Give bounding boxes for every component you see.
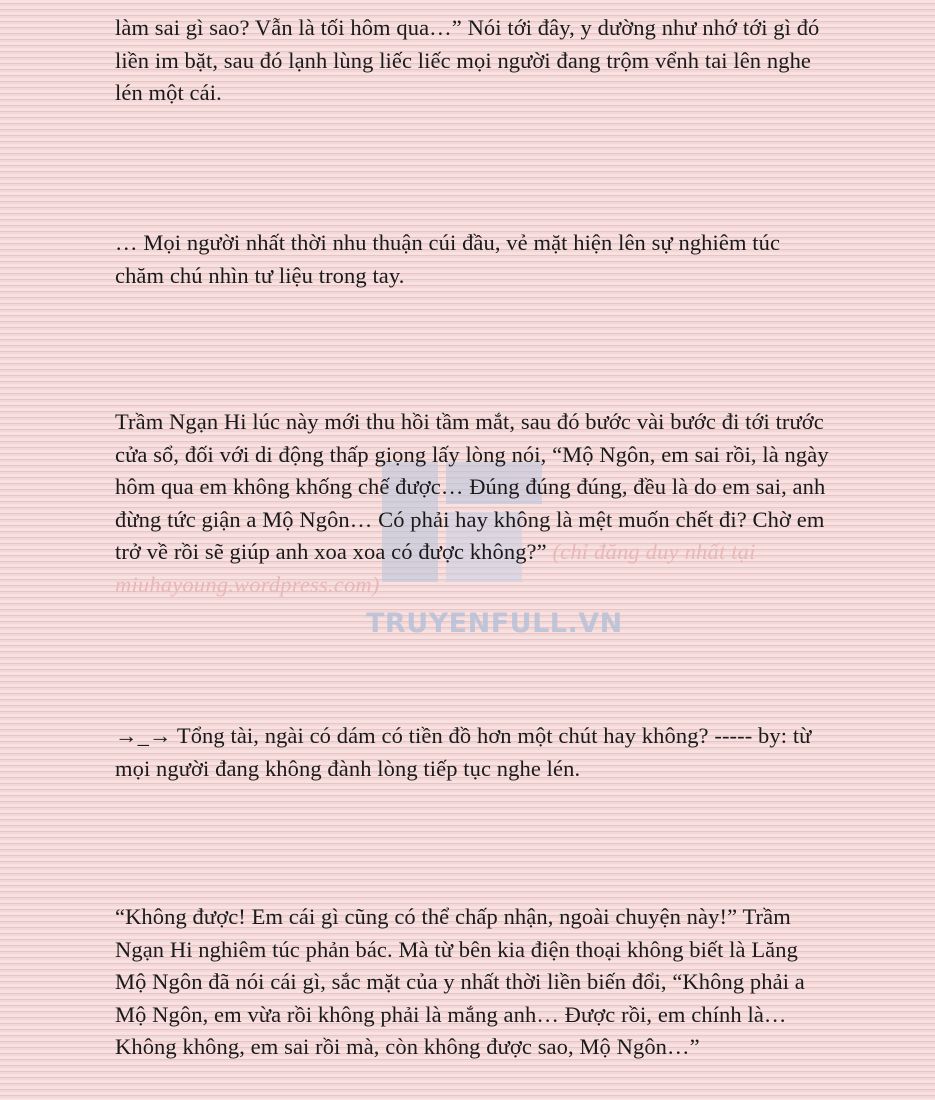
paragraph-3-text: Trầm Ngạn Hi lúc này mới thu hồi tầm mắt, sau đó bước vài bước đi tới trước cửa sổ, đối với di động thấp giọng lấy lòng nói, “Mộ Ngôn, em sai rồi, là ngày hôm qua em không khống chế được… Đúng đúng đúng, đều là do em sai, anh đừng tức giận a Mộ Ngôn… Có phải hay không là mệt muốn chết đi? Chờ em trở về rồi sẽ giúp anh xoa xoa có được không?” (115, 409, 829, 564)
paragraph-1: làm sai gì sao? Vẫn là tối hôm qua…” Nói tới đây, y dường như nhớ tới gì đó liền im bặt, sau đó lạnh lùng liếc liếc mọi người đang trộm vểnh tai lên nghe lén một cái. (115, 15, 820, 105)
paragraph-3 (115, 406, 830, 601)
paragraph-4: →_→ Tổng tài, ngài có dám có tiền đồ hơn một chút hay không? ----- by: từ mọi người đang không đành lòng tiếp tục nghe lén. (115, 723, 812, 781)
site-watermark-text: TRUYENFULL.VN (366, 608, 623, 639)
inline-watermark: (chỉ đăng duy nhất tại miuhayoung.wordpress.com) (115, 539, 756, 597)
paragraph-2: … Mọi người nhất thời nhu thuận cúi đầu, vẻ mặt hiện lên sự nghiêm túc chăm chú nhìn tư liệu trong tay. (115, 230, 781, 288)
paragraph-5: “Không được! Em cái gì cũng có thể chấp nhận, ngoài chuyện này!” Trầm Ngạn Hi nghiêm túc phản bác. Mà từ bên kia điện thoại không biết là Lăng Mộ Ngôn đã nói cái gì, sắc mặt của y nhất thời liền biến đổi, “Không phải a Mộ Ngôn, em vừa rồi không phải là mắng anh… Được rồi, em chính là… Không không, em sai rồi mà, còn không được sao, Mộ Ngôn…” (115, 904, 805, 1059)
